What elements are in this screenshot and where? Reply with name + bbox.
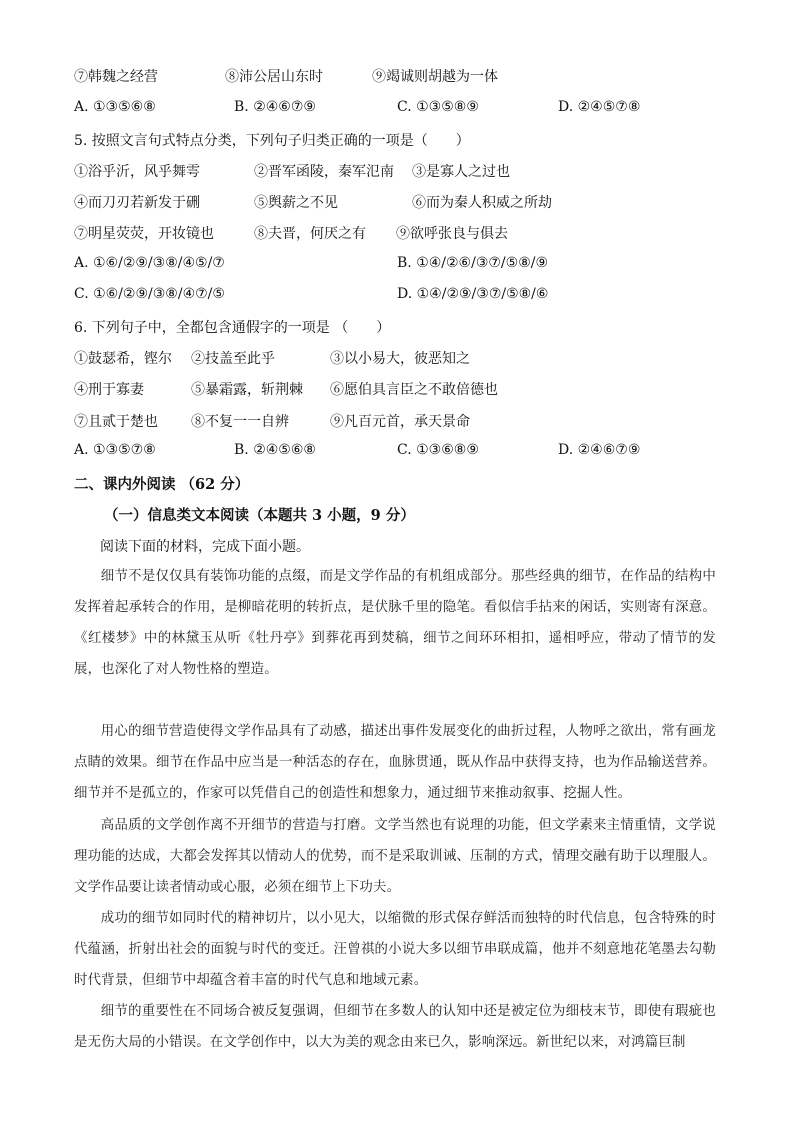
q5-item-9: ⑨欲呼张良与俱去 <box>396 226 508 242</box>
q6-item-5: ⑤暴霜露，斩荆棘 <box>191 382 303 398</box>
q5-item-7: ⑦明星荧荧，开妆镜也 <box>74 226 214 242</box>
q4-option-d: D. ②④⑤⑦⑧ <box>558 99 641 115</box>
q4-item-7: ⑦韩魏之经营 <box>74 69 158 85</box>
section-2-subtitle: （一）信息类文本阅读（本题共 3 小题，9 分） <box>104 507 415 524</box>
q4-option-c: C. ①③⑤⑧⑨ <box>397 99 479 115</box>
q5-option-a: A. ①⑥/②⑨/③⑧/④⑤/⑦ <box>74 255 225 271</box>
q5-item-1: ①浴乎沂，风乎舞雩 <box>74 164 200 180</box>
q6-option-d: D. ②④⑥⑦⑨ <box>558 442 641 458</box>
q5-item-2: ②晋军函陵，秦军氾南 <box>254 164 394 180</box>
q6-item-7: ⑦且贰于楚也 <box>74 414 158 430</box>
q6-option-b: B. ②④⑤⑥⑧ <box>234 442 316 458</box>
q6-option-c: C. ①③⑥⑧⑨ <box>397 442 479 458</box>
q5-option-c: C. ①⑥/②⑨/③⑧/④⑦/⑤ <box>74 286 225 302</box>
q5-item-8: ⑧夫晋，何厌之有 <box>254 226 366 242</box>
q4-item-8: ⑧沛公居山东时 <box>225 69 323 85</box>
q6-item-6: ⑥愿伯具言臣之不敢倍德也 <box>330 382 498 398</box>
q6-item-9: ⑨凡百元首，承天景命 <box>330 414 470 430</box>
q6-stem: 6. 下列句子中，全都包含通假字的一项是 （ ） <box>74 320 391 336</box>
passage-paragraph-2: 用心的细节营造使得文学作品具有了动感，描述出事件发展变化的曲折过程，人物呼之欲出，常有画龙点睛的效果。细节在作品中应当是一种活态的存在，血脉贯通，既从作品中获得支持，也为作品输送营养。细节并不是孤立的，作家可以凭借自己的创造性和想象力，通过细节来推动叙事、挖掘人性。 <box>74 724 716 801</box>
q5-item-5: ⑤舆薪之不见 <box>254 195 338 211</box>
q4-option-a: A. ①③⑤⑥⑧ <box>74 99 156 115</box>
passage-paragraph-3: 高品质的文学创作离不开细节的营造与打磨。文学当然也有说理的功能，但文学素来主情重情，文学说理功能的达成，大都会发挥其以情动人的优势，而不是采取训诫、压制的方式，情理交融有助于以理服人。文学作品要让读者情动或心服，必须在细节上下功夫。 <box>74 818 716 895</box>
q6-item-2: ②技盖至此乎 <box>191 351 275 367</box>
q5-stem: 5. 按照文言句式特点分类，下列句子归类正确的一项是（ ） <box>74 133 470 149</box>
q5-item-3: ③是寡人之过也 <box>412 164 510 180</box>
q5-option-b: B. ①④/②⑥/③⑦/⑤⑧/⑨ <box>397 255 549 271</box>
q5-item-6: ⑥而为秦人积威之所劫 <box>412 195 552 211</box>
q6-item-1: ①鼓瑟希，铿尔 <box>74 351 172 367</box>
q5-option-d: D. ①④/②⑨/③⑦/⑤⑧/⑥ <box>397 286 549 302</box>
passage-paragraph-5: 细节的重要性在不同场合被反复强调，但细节在多数人的认知中还是被定位为细枝末节，即使有瑕疵也是无伤大局的小错误。在文学创作中，以大为美的观念由来已久，影响深远。新世纪以来，对鸿篇巨制 <box>74 1004 716 1050</box>
passage-paragraph-1: 细节不是仅仅具有装饰功能的点缀，而是文学作品的有机组成部分。那些经典的细节，在作品的结构中发挥着起承转合的作用，是柳暗花明的转折点，是伏脉千里的隐笔。看似信手拈来的闲话，实则寄有深意。《红楼梦》中的林黛玉从听《牡丹亭》到葬花再到焚稿，细节之间环环相扣，遥相呼应，带动了情节的发展，也深化了对人物性格的塑造。 <box>74 569 716 677</box>
q6-item-8: ⑧不复一一自辨 <box>191 414 289 430</box>
reading-instruction: 阅读下面的材料，完成下面小题。 <box>100 539 310 555</box>
q4-option-b: B. ②④⑥⑦⑨ <box>234 99 316 115</box>
q6-item-4: ④刑于寡妻 <box>74 382 144 398</box>
q6-item-3: ③以小易大，彼恶知之 <box>330 351 470 367</box>
section-2-title: 二、课内外阅读 （62 分） <box>74 476 250 493</box>
q4-item-9: ⑨竭诚则胡越为一体 <box>372 69 498 85</box>
passage-paragraph-4: 成功的细节如同时代的精神切片，以小见大，以缩微的形式保存鲜活而独特的时代信息，包含特殊的时代蕴涵，折射出社会的面貌与时代的变迁。汪曾祺的小说大多以细节串联成篇，他并不刻意地花笔墨去勾勒时代背景，但细节中却蕴含着丰富的时代气息和地域元素。 <box>74 911 716 988</box>
q6-option-a: A. ①③⑤⑦⑧ <box>74 442 156 458</box>
q5-item-4: ④而刀刃若新发于硎 <box>74 195 200 211</box>
